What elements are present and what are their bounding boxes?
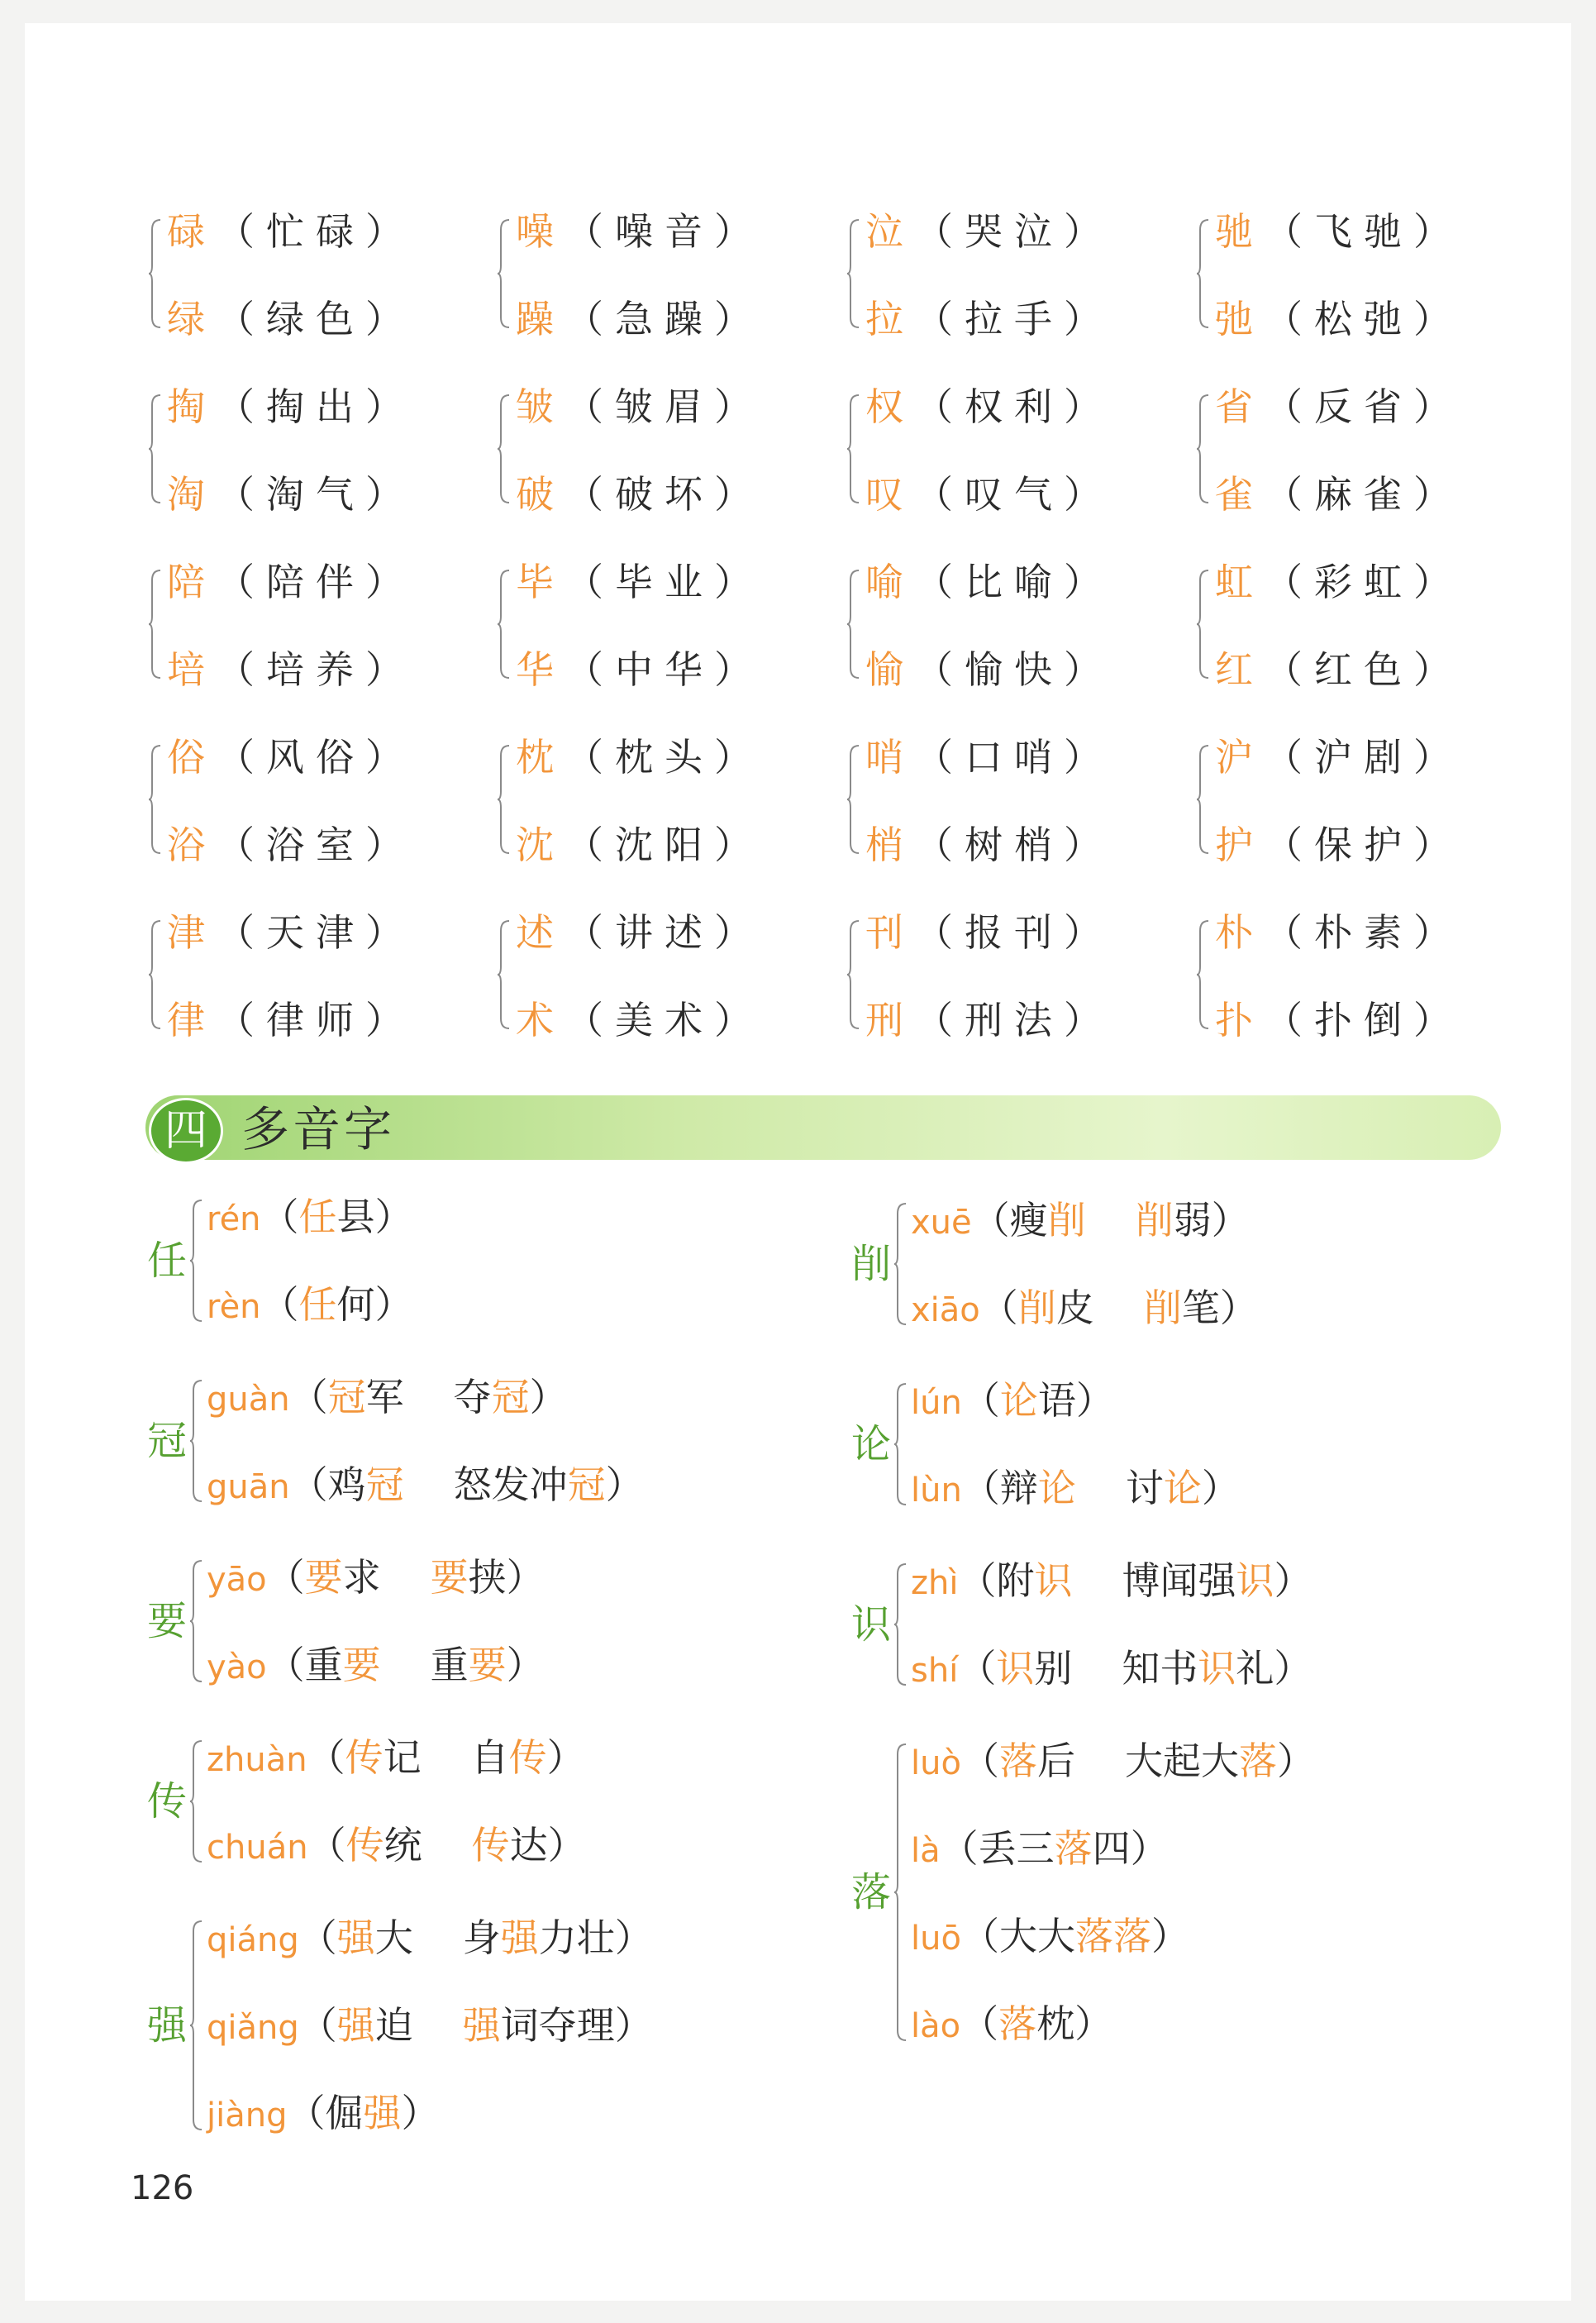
polyphone-entry	[851, 1556, 1513, 1693]
example-word: 知书识礼	[1122, 1646, 1274, 1691]
polyphone-entry	[147, 1553, 808, 1690]
polyphone-entry	[851, 1376, 1513, 1513]
polyphone-entry	[147, 1733, 808, 1870]
target-character: 掏	[167, 384, 217, 429]
character-pair	[847, 732, 1178, 865]
character-pair	[149, 557, 479, 692]
pair-row: 梢（树梢）	[865, 823, 1113, 867]
pinyin-reading: chuán	[207, 1829, 308, 1867]
pair-row: 毕（毕业）	[516, 560, 764, 604]
pair-row: 刊（报刊）	[865, 910, 1113, 955]
reading-row: qiǎng（强迫 强词夺理）	[207, 2003, 653, 2048]
character-pair	[847, 207, 1178, 339]
pair-row: 躁（急躁）	[516, 297, 764, 341]
pinyin-reading: rén	[207, 1200, 261, 1238]
target-character: 噪	[516, 209, 565, 254]
example-word: 附识	[996, 1558, 1073, 1603]
reading-row: là（丢三落四）	[911, 1826, 1169, 1871]
pair-row: 红（红色）	[1215, 647, 1463, 692]
polyphone-character: 任	[147, 1238, 188, 1284]
character-pair	[149, 732, 479, 865]
target-character: 喻	[865, 560, 915, 604]
pinyin-reading: là	[911, 1832, 941, 1870]
pinyin-reading: shí	[911, 1652, 959, 1690]
pinyin-reading: lùn	[911, 1472, 962, 1510]
pair-row: 朴（朴素）	[1215, 910, 1463, 955]
brace-icon	[498, 744, 511, 855]
character-pair	[847, 908, 1178, 1040]
example-word: 彩虹	[1314, 560, 1413, 604]
pinyin-reading: lún	[911, 1384, 962, 1422]
brace-icon	[498, 569, 511, 680]
pinyin-reading: rèn	[207, 1288, 261, 1326]
pair-row: 俗（风俗）	[167, 735, 415, 780]
reading-row: luō（大大落落）	[911, 1914, 1189, 1958]
example-word: 冠军	[327, 1375, 404, 1419]
pair-row: 淘（淘气）	[167, 472, 415, 517]
pair-row: 驰（飞驰）	[1215, 209, 1463, 254]
example-word: 传统	[345, 1823, 422, 1867]
example-word: 身强力壮	[462, 1915, 615, 1960]
example-word: 陪伴	[266, 560, 365, 604]
pair-row: 绿（绿色）	[167, 297, 415, 341]
brace-icon	[1197, 218, 1210, 329]
example-word: 扑倒	[1314, 998, 1413, 1042]
pinyin-reading: xiāo	[911, 1291, 980, 1329]
character-pair	[498, 207, 828, 339]
target-character: 浴	[167, 823, 217, 867]
character-pair	[1197, 207, 1527, 339]
character-pair	[1197, 382, 1527, 517]
example-word: 辩论	[999, 1466, 1076, 1510]
pair-row: 雀（麻雀）	[1215, 472, 1463, 517]
example-word: 刑法	[965, 998, 1064, 1042]
example-word: 淘气	[266, 472, 365, 517]
example-word: 自传	[470, 1735, 547, 1780]
brace-icon	[190, 1199, 203, 1326]
brace-icon	[894, 1202, 908, 1329]
character-pair	[1197, 908, 1527, 1040]
pair-row: 华（中华）	[516, 647, 764, 692]
example-word: 毕业	[615, 560, 714, 604]
section-title: 多音字	[241, 1101, 396, 1157]
reading-row: xiāo（削皮 削笔）	[911, 1286, 1258, 1330]
pinyin-reading: xuē	[911, 1204, 972, 1242]
example-word: 浴室	[266, 823, 365, 867]
target-character: 雀	[1215, 472, 1265, 517]
pair-row: 掏（掏出）	[167, 384, 415, 429]
pinyin-reading: lào	[911, 2007, 961, 2045]
example-word: 噪音	[615, 209, 714, 254]
brace-icon	[498, 919, 511, 1030]
pinyin-reading: luō	[911, 1920, 961, 1958]
brace-icon	[894, 1382, 908, 1510]
polyphone-character: 强	[147, 2002, 188, 2049]
brace-icon	[1197, 394, 1210, 504]
example-word: 绿色	[266, 297, 365, 341]
target-character: 沪	[1215, 735, 1265, 780]
pair-row: 刑（刑法）	[865, 998, 1113, 1042]
example-word: 律师	[266, 998, 365, 1042]
pair-row: 哨（口哨）	[865, 735, 1113, 780]
pinyin-reading: zhì	[911, 1564, 959, 1602]
brace-icon	[149, 744, 162, 855]
polyphone-character: 论	[851, 1421, 892, 1467]
reading-row: yào（重要 重要）	[207, 1643, 545, 1687]
polyphone-entry	[147, 1192, 808, 1329]
example-word: 沪剧	[1314, 735, 1413, 780]
example-word: 枕头	[615, 735, 714, 780]
target-character: 律	[167, 998, 217, 1042]
pair-row: 律（律师）	[167, 998, 415, 1042]
target-character: 俗	[167, 735, 217, 780]
example-word: 要求	[304, 1555, 381, 1600]
target-character: 护	[1215, 823, 1265, 867]
example-word: 倔强	[325, 2091, 402, 2135]
brace-icon	[894, 1562, 908, 1690]
target-character: 皱	[516, 384, 565, 429]
target-character: 华	[516, 647, 565, 692]
pair-row: 护（保护）	[1215, 823, 1463, 867]
polyphone-character: 冠	[147, 1418, 188, 1464]
pair-row: 拉（拉手）	[865, 297, 1113, 341]
reading-row: lùn（辩论 讨论）	[911, 1466, 1240, 1510]
pair-row: 陪（陪伴）	[167, 560, 415, 604]
target-character: 驰	[1215, 209, 1265, 254]
example-word: 天津	[266, 910, 365, 955]
reading-row: shí（识别 知书识礼）	[911, 1646, 1313, 1691]
example-word: 权利	[965, 384, 1064, 429]
example-word: 传记	[345, 1735, 422, 1780]
polyphone-character: 传	[147, 1778, 188, 1825]
reading-row: luò（落后 大起大落）	[911, 1739, 1315, 1783]
example-word: 怒发冲冠	[453, 1462, 606, 1507]
pinyin-reading: guān	[207, 1468, 290, 1506]
reading-row: lào（落枕）	[911, 2001, 1113, 2046]
example-word: 削皮	[1017, 1286, 1094, 1330]
character-pair	[149, 207, 479, 339]
reading-row: guàn（冠军 夺冠）	[207, 1375, 568, 1419]
pair-row: 泣（哭泣）	[865, 209, 1113, 254]
target-character: 枕	[516, 735, 565, 780]
pinyin-reading: yāo	[207, 1561, 267, 1599]
character-pair	[498, 908, 828, 1040]
example-word: 鸡冠	[327, 1462, 404, 1507]
pair-row: 枕（枕头）	[516, 735, 764, 780]
example-word: 削笔	[1143, 1286, 1220, 1330]
pinyin-reading: zhuàn	[207, 1741, 307, 1779]
reading-row: jiàng（倔强）	[207, 2091, 440, 2135]
target-character: 刑	[865, 998, 915, 1042]
pair-row: 扑（扑倒）	[1215, 998, 1463, 1042]
reading-row: rèn（任何）	[207, 1282, 413, 1327]
reading-row: rén（任县）	[207, 1195, 413, 1239]
target-character: 泣	[865, 209, 915, 254]
target-character: 叹	[865, 472, 915, 517]
polyphone-entry	[147, 1913, 808, 2138]
pair-row: 破（破坏）	[516, 472, 764, 517]
target-character: 弛	[1215, 297, 1265, 341]
brace-icon	[847, 218, 860, 329]
character-pair	[1197, 732, 1527, 865]
pinyin-reading: luò	[911, 1744, 961, 1782]
reading-row: zhuàn（传记 自传）	[207, 1735, 585, 1780]
polyphone-character: 削	[851, 1241, 892, 1287]
target-character: 培	[167, 647, 217, 692]
example-word: 比喻	[965, 560, 1064, 604]
target-character: 拉	[865, 297, 915, 341]
brace-icon	[149, 919, 162, 1030]
brace-icon	[1197, 744, 1210, 855]
target-character: 哨	[865, 735, 915, 780]
target-character: 绿	[167, 297, 217, 341]
reading-row: yāo（要求 要挟）	[207, 1555, 545, 1600]
pair-row: 皱（皱眉）	[516, 384, 764, 429]
reading-row: chuán（传统 传达）	[207, 1823, 586, 1867]
example-word: 任县	[298, 1195, 375, 1239]
example-word: 拉手	[965, 297, 1064, 341]
pair-row: 碌（忙碌）	[167, 209, 415, 254]
brace-icon	[190, 1559, 203, 1686]
example-word: 树梢	[965, 823, 1064, 867]
example-word: 麻雀	[1314, 472, 1413, 517]
brace-icon	[1197, 919, 1210, 1030]
brace-icon	[190, 1739, 203, 1867]
pair-row: 沪（沪剧）	[1215, 735, 1463, 780]
example-word: 美术	[615, 998, 714, 1042]
polyphone-entry	[851, 1195, 1513, 1333]
example-word: 红色	[1314, 647, 1413, 692]
pair-row: 叹（叹气）	[865, 472, 1113, 517]
reading-row: qiáng（强大 身强力壮）	[207, 1915, 653, 1960]
example-word: 哭泣	[965, 209, 1064, 254]
example-word: 反省	[1314, 384, 1413, 429]
target-character: 沈	[516, 823, 565, 867]
example-word: 中华	[615, 647, 714, 692]
target-character: 虹	[1215, 560, 1265, 604]
target-character: 津	[167, 910, 217, 955]
brace-icon	[149, 569, 162, 680]
example-word: 强词夺理	[462, 2003, 615, 2048]
character-pair	[498, 382, 828, 517]
brace-icon	[847, 394, 860, 504]
pair-row: 术（美术）	[516, 998, 764, 1042]
pair-row: 噪（噪音）	[516, 209, 764, 254]
polyphone-entry	[851, 1736, 1513, 2049]
example-word: 削弱	[1135, 1198, 1212, 1243]
example-word: 任何	[298, 1282, 375, 1327]
example-word: 沈阳	[615, 823, 714, 867]
pinyin-reading: jiàng	[207, 2096, 288, 2135]
reading-row: zhì（附识 博闻强识）	[911, 1558, 1313, 1603]
target-character: 碌	[167, 209, 217, 254]
brace-icon	[149, 218, 162, 329]
example-word: 讨论	[1125, 1466, 1202, 1510]
target-character: 刊	[865, 910, 915, 955]
pair-row: 沈（沈阳）	[516, 823, 764, 867]
example-word: 强大	[336, 1915, 413, 1960]
reading-row: lún（论语）	[911, 1378, 1114, 1423]
character-pair	[498, 732, 828, 865]
pair-row: 虹（彩虹）	[1215, 560, 1463, 604]
pair-row: 浴（浴室）	[167, 823, 415, 867]
reading-row: xuē（瘦削 削弱）	[911, 1198, 1250, 1243]
example-word: 破坏	[615, 472, 714, 517]
pair-row: 培（培养）	[167, 647, 415, 692]
example-word: 强迫	[336, 2003, 413, 2048]
brace-icon	[498, 394, 511, 504]
target-character: 梢	[865, 823, 915, 867]
brace-icon	[847, 744, 860, 855]
example-word: 识别	[996, 1646, 1073, 1691]
brace-icon	[847, 569, 860, 680]
character-pair	[149, 382, 479, 517]
target-character: 扑	[1215, 998, 1265, 1042]
brace-icon	[498, 218, 511, 329]
character-pair	[1197, 557, 1527, 692]
pair-row: 津（天津）	[167, 910, 415, 955]
pinyin-reading: yào	[207, 1648, 267, 1686]
example-word: 大起大落	[1124, 1739, 1277, 1783]
example-word: 传达	[471, 1823, 548, 1867]
example-word: 朴素	[1314, 910, 1413, 955]
target-character: 述	[516, 910, 565, 955]
example-word: 重要	[430, 1643, 507, 1687]
example-word: 报刊	[965, 910, 1064, 955]
brace-icon	[847, 919, 860, 1030]
pair-row: 权（权利）	[865, 384, 1113, 429]
polyphone-entry	[147, 1372, 808, 1510]
example-word: 瘦削	[1009, 1198, 1086, 1243]
target-character: 陪	[167, 560, 217, 604]
example-word: 保护	[1314, 823, 1413, 867]
example-word: 风俗	[266, 735, 365, 780]
polyphone-character: 要	[147, 1598, 188, 1644]
character-pair	[847, 382, 1178, 517]
example-word: 丢三落四	[978, 1826, 1131, 1871]
character-pair	[847, 557, 1178, 692]
example-word: 论语	[999, 1378, 1076, 1423]
pair-row: 愉（愉快）	[865, 647, 1113, 692]
target-character: 权	[865, 384, 915, 429]
character-pair	[149, 908, 479, 1040]
pair-row: 省（反省）	[1215, 384, 1463, 429]
polyphone-character: 识	[851, 1601, 892, 1648]
brace-icon	[894, 1743, 908, 2045]
example-word: 大大落落	[998, 1914, 1151, 1958]
example-word: 口哨	[965, 735, 1064, 780]
example-word: 落后	[998, 1739, 1075, 1783]
polyphone-character: 落	[851, 1869, 892, 1915]
target-character: 省	[1215, 384, 1265, 429]
example-word: 飞驰	[1314, 209, 1413, 254]
brace-icon	[190, 1379, 203, 1506]
example-word: 松弛	[1314, 297, 1413, 341]
target-character: 淘	[167, 472, 217, 517]
section-number-badge: 四	[149, 1098, 223, 1164]
character-pair	[498, 557, 828, 692]
example-word: 夺冠	[453, 1375, 530, 1419]
example-word: 忙碌	[266, 209, 365, 254]
example-word: 掏出	[266, 384, 365, 429]
brace-icon	[149, 394, 162, 504]
example-word: 皱眉	[615, 384, 714, 429]
brace-icon	[1197, 569, 1210, 680]
target-character: 毕	[516, 560, 565, 604]
example-word: 重要	[304, 1643, 381, 1687]
example-word: 落枕	[998, 2001, 1075, 2046]
page-number: 126	[131, 2169, 194, 2207]
pair-row: 弛（松弛）	[1215, 297, 1463, 341]
pair-row: 喻（比喻）	[865, 560, 1113, 604]
target-character: 红	[1215, 647, 1265, 692]
pinyin-reading: qiǎng	[207, 2009, 299, 2047]
reading-row: guān（鸡冠 怒发冲冠）	[207, 1462, 644, 1507]
target-character: 愉	[865, 647, 915, 692]
example-word: 愉快	[965, 647, 1064, 692]
example-word: 培养	[266, 647, 365, 692]
textbook-page	[25, 23, 1571, 2301]
target-character: 朴	[1215, 910, 1265, 955]
pinyin-reading: qiáng	[207, 1921, 299, 1959]
example-word: 叹气	[965, 472, 1064, 517]
example-word: 要挟	[430, 1555, 507, 1600]
example-word: 博闻强识	[1122, 1558, 1274, 1603]
pinyin-reading: guàn	[207, 1381, 290, 1419]
target-character: 术	[516, 998, 565, 1042]
brace-icon	[190, 1920, 203, 2135]
pair-row: 述（讲述）	[516, 910, 764, 955]
example-word: 讲述	[615, 910, 714, 955]
example-word: 急躁	[615, 297, 714, 341]
target-character: 躁	[516, 297, 565, 341]
target-character: 破	[516, 472, 565, 517]
